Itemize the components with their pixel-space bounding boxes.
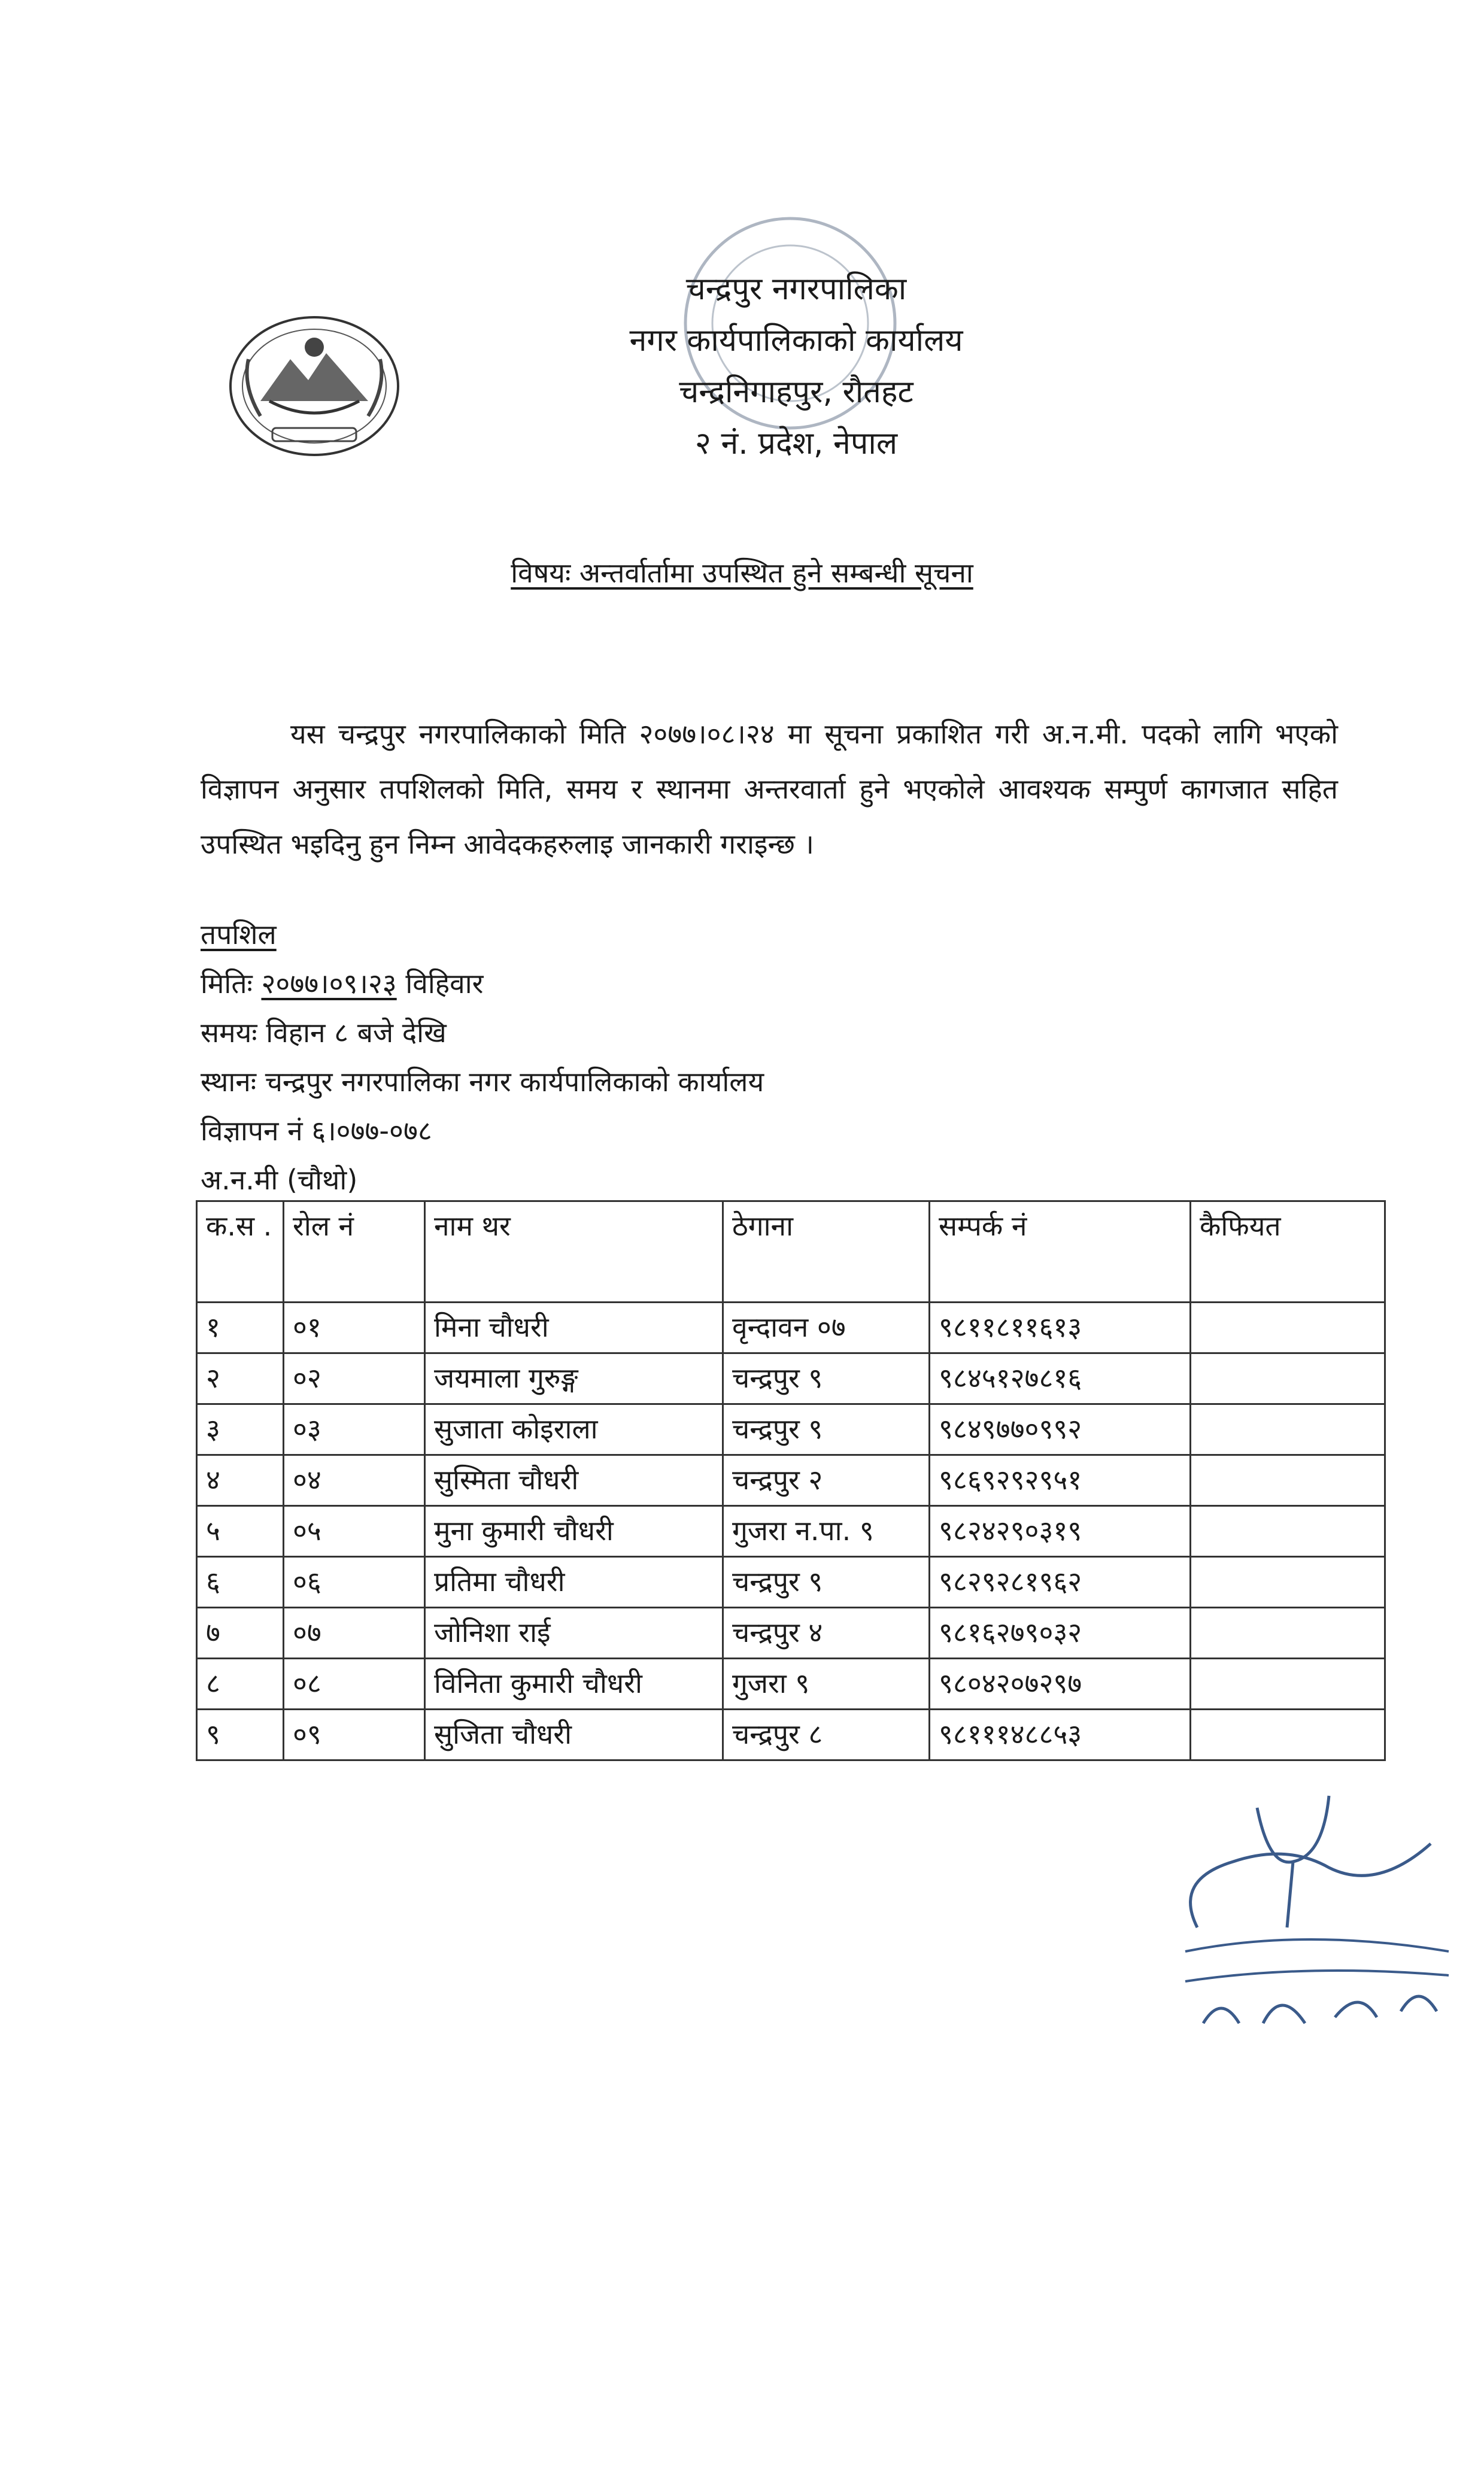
header-remarks: कैफियत [1191, 1201, 1385, 1303]
header-roll: रोल नं [284, 1201, 425, 1303]
cell-remarks [1191, 1455, 1385, 1506]
table-row [197, 1710, 1385, 1760]
interview-place: स्थानः चन्द्रपुर नगरपालिका नगर कार्यपालिकाको कार्यालय [201, 1065, 764, 1098]
cell-name: विनिता कुमारी चौधरी [425, 1659, 723, 1710]
table-row [197, 1353, 1385, 1404]
cell-address: वृन्दावन ०७ [723, 1303, 930, 1353]
cell-serial: ९ [197, 1710, 284, 1760]
officer-signature [1149, 1772, 1461, 2035]
cell-name: सुजिता चौधरी [425, 1710, 723, 1760]
notice-subject: विषयः अन्तर्वार्तामा उपस्थित हुने सम्बन्धी सूचना [511, 557, 973, 589]
cell-contact: ९८२४२९०३१९ [930, 1506, 1191, 1557]
cell-address: चन्द्रपुर ९ [723, 1404, 930, 1455]
table-header-row [197, 1201, 1385, 1303]
cell-serial: ८ [197, 1659, 284, 1710]
cell-remarks [1191, 1303, 1385, 1353]
cell-remarks [1191, 1404, 1385, 1455]
cell-name: जयमाला गुरुङ्ग [425, 1353, 723, 1404]
cell-roll: ०४ [284, 1455, 425, 1506]
office-name: नगर कार्यपालिकाको कार्यालय [629, 323, 963, 359]
header-serial: क.स . [197, 1201, 284, 1303]
cell-address: चन्द्रपुर ९ [723, 1557, 930, 1608]
cell-name: जोनिशा राई [425, 1608, 723, 1659]
cell-contact: ९८१६२७९०३२ [930, 1608, 1191, 1659]
cell-address: चन्द्रपुर ९ [723, 1353, 930, 1404]
advertisement-number: विज्ञापन नं ६।०७७-०७८ [201, 1115, 432, 1147]
cell-roll: ०३ [284, 1404, 425, 1455]
cell-serial: ४ [197, 1455, 284, 1506]
cell-remarks [1191, 1353, 1385, 1404]
table-row [197, 1506, 1385, 1557]
cell-serial: ७ [197, 1608, 284, 1659]
cell-address: गुजरा न.पा. ९ [723, 1506, 930, 1557]
municipality-name: चन्द्रपुर नगरपालिका [685, 271, 907, 307]
table-row [197, 1608, 1385, 1659]
cell-roll: ०९ [284, 1710, 425, 1760]
office-location: चन्द्रनिगाहपुर, रौतहट [679, 374, 914, 410]
table-row [197, 1303, 1385, 1353]
candidates-table [196, 1200, 1386, 1761]
cell-serial: ५ [197, 1506, 284, 1557]
header-name: नाम थर [425, 1201, 723, 1303]
table-row [197, 1659, 1385, 1710]
cell-serial: १ [197, 1303, 284, 1353]
cell-remarks [1191, 1659, 1385, 1710]
cell-address: गुजरा ९ [723, 1659, 930, 1710]
cell-remarks [1191, 1557, 1385, 1608]
cell-contact: ९८१११४८८५३ [930, 1710, 1191, 1760]
cell-name: सुस्मिता चौधरी [425, 1455, 723, 1506]
header-contact: सम्पर्क नं [930, 1201, 1191, 1303]
date-label: मितिः [201, 967, 253, 1000]
cell-contact: ९८११८११६१३ [930, 1303, 1191, 1353]
date-day: विहिवार [405, 967, 484, 1000]
cell-contact: ९८६९२९२९५१ [930, 1455, 1191, 1506]
table-row [197, 1557, 1385, 1608]
notice-body: यस चन्द्रपुर नगरपालिकाको मिति २०७७।०८।२४ मा सूचना प्रकाशित गरी अ.न.मी. पदको लागि भएको विज्ञापन अनुसार तपशिलको मिति, समय र स्थानमा अन्तरवार्ता हुने भएकोले आवश्यक सम्पुर्ण कागजात सहित उपस्थित भइदिनु हुन निम्न आवेदकहरुलाइ जानकारी गराइन्छ । [201, 718, 1338, 860]
cell-roll: ०७ [284, 1608, 425, 1659]
post-name: अ.न.मी (चौथो) [201, 1164, 358, 1196]
cell-name: प्रतिमा चौधरी [425, 1557, 723, 1608]
cell-address: चन्द्रपुर २ [723, 1455, 930, 1506]
cell-name: सुजाता कोइराला [425, 1404, 723, 1455]
cell-roll: ०१ [284, 1303, 425, 1353]
table-row [197, 1404, 1385, 1455]
cell-address: चन्द्रपुर ४ [723, 1608, 930, 1659]
table-row [197, 1455, 1385, 1506]
letterhead [467, 263, 1125, 469]
interview-time: समयः विहान ८ बजे देखि [201, 1016, 447, 1049]
details-heading: तपशिल [201, 918, 277, 951]
cell-serial: ३ [197, 1404, 284, 1455]
cell-name: मिना चौधरी [425, 1303, 723, 1353]
cell-roll: ०२ [284, 1353, 425, 1404]
cell-remarks [1191, 1608, 1385, 1659]
cell-roll: ०५ [284, 1506, 425, 1557]
province-line: २ नं. प्रदेश, नेपाल [694, 426, 898, 462]
cell-name: मुना कुमारी चौधरी [425, 1506, 723, 1557]
cell-contact: ९८०४२०७२९७ [930, 1659, 1191, 1710]
cell-serial: २ [197, 1353, 284, 1404]
interview-details [201, 910, 1338, 1204]
cell-contact: ९८४५१२७८१६ [930, 1353, 1191, 1404]
date-value: २०७७।०९।२३ [261, 967, 397, 1000]
cell-remarks [1191, 1710, 1385, 1760]
cell-serial: ६ [197, 1557, 284, 1608]
cell-roll: ०८ [284, 1659, 425, 1710]
cell-contact: ९८२९२८१९६२ [930, 1557, 1191, 1608]
cell-remarks [1191, 1506, 1385, 1557]
header-address: ठेगाना [723, 1201, 930, 1303]
cell-roll: ०६ [284, 1557, 425, 1608]
interview-date [201, 959, 1338, 1008]
nepal-emblem-icon [224, 311, 404, 461]
cell-address: चन्द्रपुर ८ [723, 1710, 930, 1760]
cell-contact: ९८४९७७०९९२ [930, 1404, 1191, 1455]
